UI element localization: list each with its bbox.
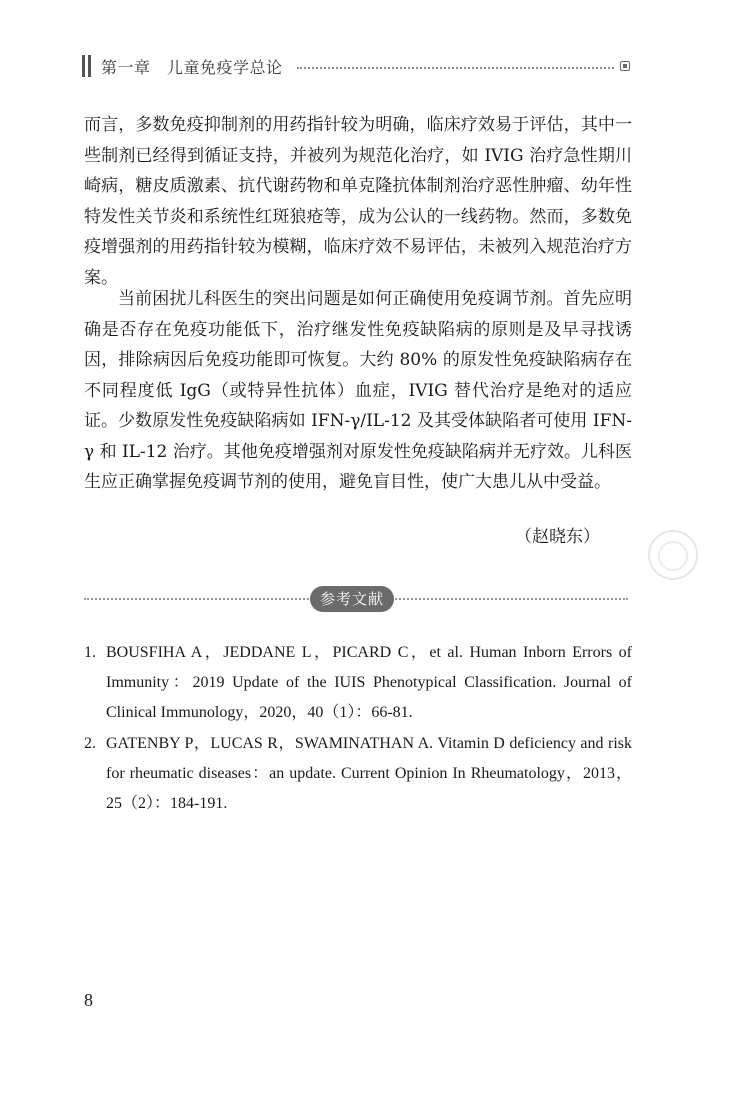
chapter-title: 第一章 儿童免疫学总论: [101, 57, 283, 77]
author-signature: （赵晓东）: [515, 527, 600, 547]
reference-text: BOUSFIHA A，JEDDANE L，PICARD C，et al. Human Inborn Errors of Immunity：2019 Update of the IUIS Phenotypical Classification. Journal of Clinical Immunology，2020，40（1）：66-81.: [106, 644, 632, 721]
running-header: [82, 52, 630, 80]
reference-number: 1.: [84, 644, 96, 661]
body-paragraph-1: 而言，多数免疫抑制剂的用药指针较为明确，临床疗效易于评估，其中一些制剂已经得到循证支持，并被列为规范化治疗，如 IVIG 治疗急性期川崎病，糖皮质激素、抗代谢药物和单克隆抗体制剂治疗恶性肿瘤、幼年性特发性关节炎和系统性红斑狼疮等，成为公认的一线药物。然而，多数免疫增强剂的用药指针较为模糊，临床疗效不易评估，未被列入规范治疗方案。: [84, 115, 632, 288]
references-heading: 参考文献: [310, 586, 394, 612]
reference-text: GATENBY P，LUCAS R，SWAMINATHAN A. Vitamin D deficiency and risk for rheumatic diseases：an update. Current Opinion In Rheumatology，2013，25（2）：184-191.: [106, 735, 632, 812]
references-divider: [84, 586, 628, 612]
body-paragraph-2: 当前困扰儿科医生的突出问题是如何正确使用免疫调节剂。首先应明确是否存在免疫功能低下，治疗继发性免疫缺陷病的原则是及早寻找诱因，排除病因后免疫功能即可恢复。大约 80% 的原发性免疫缺陷病存在不同程度低 IgG（或特异性抗体）血症，IVIG 替代治疗是绝对的适应证。少数原发性免疫缺陷病如 IFN-γ/IL-12 及其受体缺陷者可使用 IFN-γ 和 IL-12 治疗。其他免疫增强剂对原发性免疫缺陷病并无疗效。儿科医生应正确掌握免疫调节剂的使用，避免盲目性，使广大患儿从中受益。: [84, 289, 632, 492]
reference-number: 2.: [84, 735, 96, 752]
reference-list: [84, 638, 632, 820]
header-end-icon: [620, 61, 630, 71]
publisher-watermark-icon: [648, 530, 698, 580]
reference-item: [84, 638, 632, 728]
page-number: 8: [84, 990, 93, 1010]
header-dotted-rule: [297, 67, 614, 69]
header-bars-decoration: [82, 55, 91, 77]
reference-item: [84, 729, 632, 819]
